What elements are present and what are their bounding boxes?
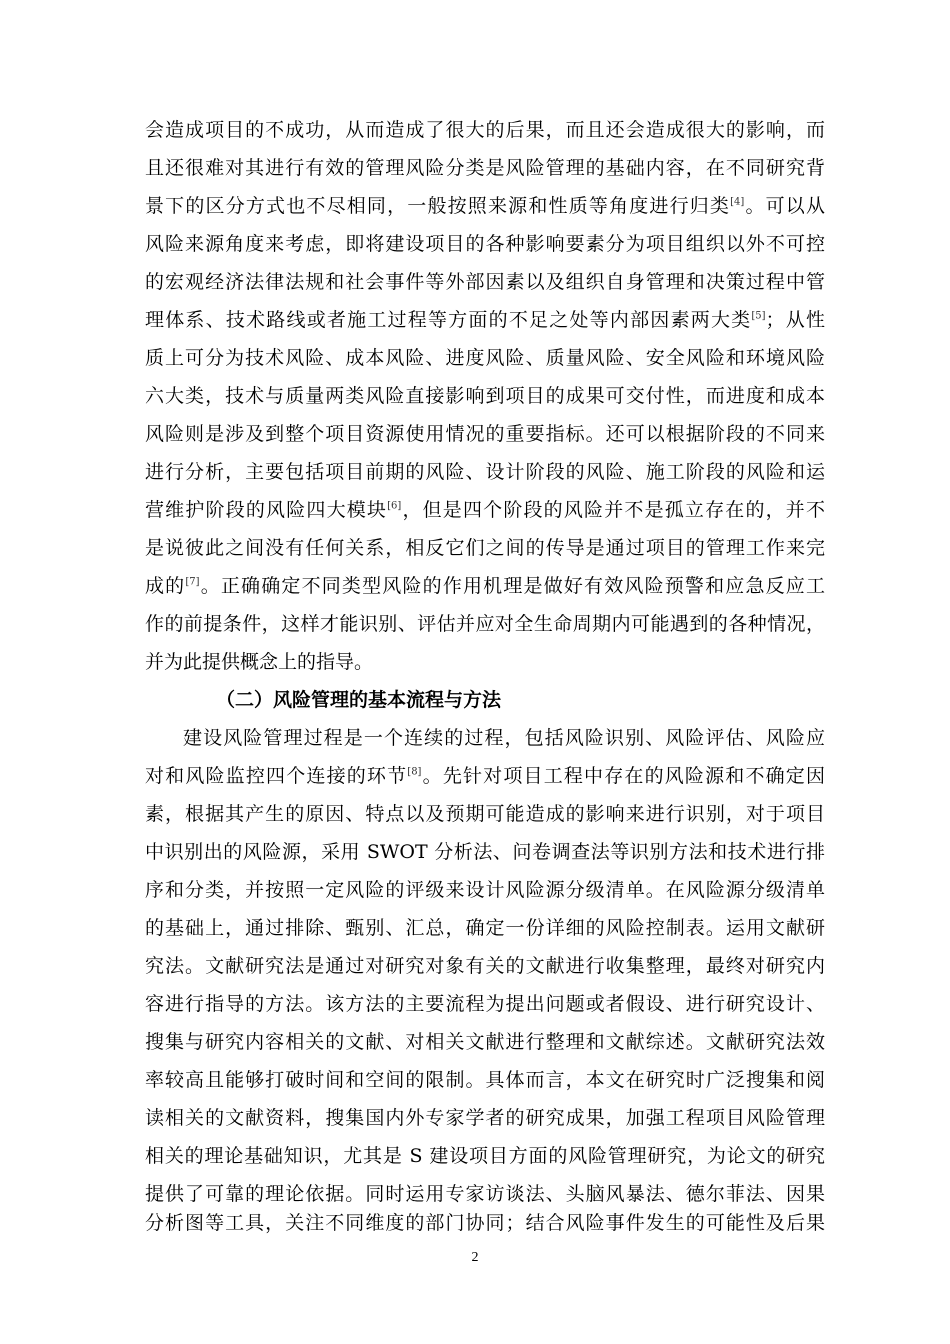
text-line (145, 574, 825, 598)
text-line (145, 232, 825, 256)
line-text: 中识别出的风险源，采用 SWOT 分析法、问卷调查法等识别方法和技术进行排 (145, 841, 825, 863)
text-line (145, 1106, 825, 1130)
text-line (145, 612, 825, 636)
line-text: 风险则是涉及到整个项目资源使用情况的重要指标。还可以根据阶段的不同来 (145, 423, 825, 445)
line-text: 分析图等工具，关注不同维度的部门协同；结合风险事件发生的可能性及后果 (145, 1212, 825, 1234)
text-line (145, 498, 825, 522)
line-text: 容进行指导的方法。该方法的主要流程为提出问题或者假设、进行研究设计、 (145, 993, 825, 1015)
line-text: 六大类，技术与质量两类风险直接影响到项目的成果可交付性，而进度和成本 (145, 385, 825, 407)
text-line (145, 308, 825, 332)
line-text: 提供了可靠的理论依据。同时运用专家访谈法、头脑风暴法、德尔菲法、因果 (145, 1183, 825, 1205)
line-text: 。可以从 (744, 195, 825, 217)
line-text: 究法。文献研究法是通过对研究对象有关的文献进行收集整理，最终对研究内 (145, 955, 825, 977)
text-line (145, 878, 825, 902)
text-line (145, 384, 825, 408)
citation-ref: [5] (751, 310, 766, 322)
line-text: 的基础上，通过排除、甄别、汇总，确定一份详细的风险控制表。运用文献研 (145, 917, 825, 939)
text-line (145, 194, 825, 218)
text-line (183, 726, 825, 750)
page-number: 2 (471, 1250, 479, 1265)
citation-ref: [4] (730, 196, 745, 208)
citation-ref: [6] (387, 500, 402, 512)
line-text: 对和风险监控四个连接的环节 (145, 765, 408, 787)
text-line (145, 954, 825, 978)
text-line (145, 840, 825, 864)
line-text: 。正确确定不同类型风险的作用机理是做好有效风险预警和应急反应工 (199, 575, 825, 597)
citation-ref: [7] (185, 576, 200, 588)
line-text: 搜集与研究内容相关的文献、对相关文献进行整理和文献综述。文献研究法效 (145, 1031, 825, 1053)
line-text: ；从性 (765, 309, 825, 331)
text-line (145, 422, 825, 446)
text-line (145, 992, 825, 1016)
text-line (145, 916, 825, 940)
text-line (145, 764, 825, 788)
line-text: 作的前提条件，这样才能识别、评估并应对全生命周期内可能遇到的各种情况， (145, 613, 825, 635)
line-text: 风险来源角度来考虑，即将建设项目的各种影响要素分为项目组织以外不可控 (145, 233, 825, 255)
line-text: 相关的理论基础知识，尤其是 S 建设项目方面的风险管理研究，为论文的研究 (145, 1145, 825, 1167)
line-text: 质上可分为技术风险、成本风险、进度风险、质量风险、安全风险和环境风险 (145, 347, 825, 369)
line-text: 进行分析，主要包括项目前期的风险、设计阶段的风险、施工阶段的风险和运 (145, 461, 825, 483)
text-line (145, 270, 825, 294)
line-text: 且还很难对其进行有效的管理风险分类是风险管理的基础内容，在不同研究背 (145, 157, 825, 179)
text-line (145, 156, 825, 180)
text-line (145, 650, 825, 674)
text-line (145, 460, 825, 484)
citation-ref: [8] (407, 766, 422, 778)
text-line (145, 346, 825, 370)
line-text: ，但是四个阶段的风险并不是孤立存在的，并不 (401, 499, 825, 521)
line-text: 序和分类，并按照一定风险的评级来设计风险源分级清单。在风险源分级清单 (145, 879, 825, 901)
line-text: 成的 (145, 575, 186, 597)
line-text: 素，根据其产生的原因、特点以及预期可能造成的影响来进行识别，对于项目 (145, 803, 825, 825)
line-text: 景下的区分方式也不尽相同，一般按照来源和性质等角度进行归类 (145, 195, 731, 217)
text-line (145, 802, 825, 826)
text-line (145, 1182, 825, 1206)
line-text: 读相关的文献资料，搜集国内外专家学者的研究成果，加强工程项目风险管理 (145, 1107, 825, 1129)
line-text: 率较高且能够打破时间和空间的限制。具体而言，本文在研究时广泛搜集和阅 (145, 1069, 825, 1091)
line-text: 是说彼此之间没有任何关系，相反它们之间的传导是通过项目的管理工作来完 (145, 537, 825, 559)
line-text: 理体系、技术路线或者施工过程等方面的不足之处等内部因素两大类 (145, 309, 752, 331)
line-text: 。先针对项目工程中存在的风险源和不确定因 (421, 765, 825, 787)
text-line (145, 536, 825, 560)
section-heading: （二）风险管理的基本流程与方法 (216, 689, 502, 711)
line-text: 的宏观经济法律法规和社会事件等外部因素以及组织自身管理和决策过程中管 (145, 271, 825, 293)
line-text: 建设风险管理过程是一个连续的过程，包括风险识别、风险评估、风险应 (183, 727, 825, 749)
text-line (145, 1030, 825, 1054)
text-line (145, 1144, 825, 1168)
text-line (145, 1068, 825, 1092)
text-line (145, 118, 825, 142)
line-text: 会造成项目的不成功，从而造成了很大的后果，而且还会造成很大的影响，而 (145, 119, 825, 141)
line-text: 并为此提供概念上的指导。 (145, 651, 374, 673)
text-line (145, 1211, 825, 1235)
line-text: 营维护阶段的风险四大模块 (145, 499, 388, 521)
